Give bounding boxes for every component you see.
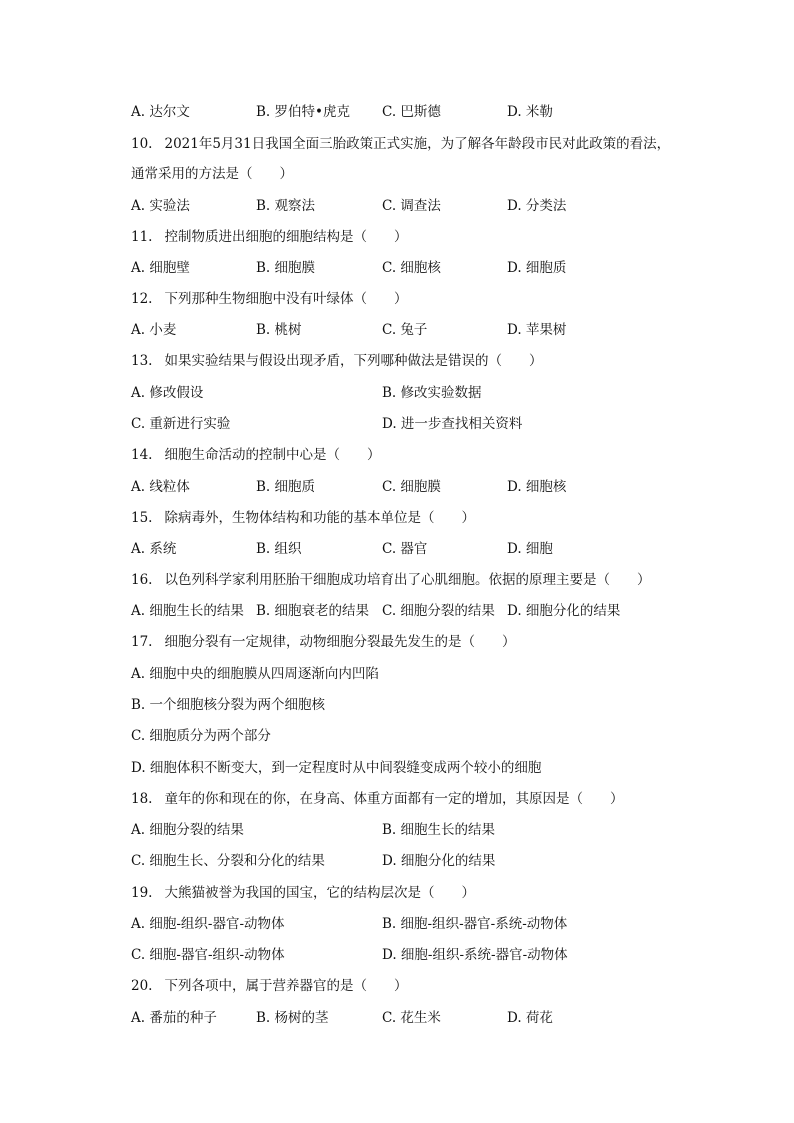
question-12-stem: 12. 下列那种生物细胞中没有叶绿体（ ） [131,291,408,307]
q11-option-c: C. 细胞核 [382,260,441,276]
question-number: 11. [131,229,153,245]
question-14-stem: 14. 细胞生命活动的控制中心是（ ） [131,447,381,463]
question-number: 18. [131,791,153,807]
q9-option-a: A. 达尔文 [131,104,190,120]
q13-option-a: A. 修改假设 [131,385,204,401]
question-number: 19. [131,885,153,901]
question-number: 16. [131,572,153,588]
q10-option-d: D. 分类法 [507,198,567,214]
q16-option-b: B. 细胞衰老的结果 [256,603,370,619]
q19-option-a: A. 细胞-组织-器官-动物体 [131,916,285,932]
q19-option-b: B. 细胞-组织-器官-系统-动物体 [382,916,568,932]
q18-option-a: A. 细胞分裂的结果 [131,822,244,838]
q15-option-b: B. 组织 [256,541,302,557]
q14-option-d: D. 细胞核 [507,479,567,495]
q11-option-a: A. 细胞壁 [131,260,190,276]
q9-option-d: D. 米勒 [507,104,553,120]
q20-option-d: D. 荷花 [507,1010,553,1026]
question-number: 20. [131,978,153,994]
q12-option-d: D. 苹果树 [507,322,567,338]
q20-option-b: B. 杨树的茎 [256,1010,329,1026]
question-number: 10. [131,136,153,152]
question-number: 17. [131,634,153,650]
q20-option-a: A. 番茄的种子 [131,1010,217,1026]
question-18-stem: 18. 童年的你和现在的你，在身高、体重方面都有一定的增加，其原因是（ ） [131,791,624,807]
q13-option-d: D. 进一步查找相关资料 [382,416,523,432]
q17-option-a: A. 细胞中央的细胞膜从四周逐渐向内凹陷 [131,666,379,682]
q12-option-b: B. 桃树 [256,322,302,338]
q12-option-c: C. 兔子 [382,322,428,338]
q13-option-c: C. 重新进行实验 [131,416,231,432]
q17-option-c: C. 细胞质分为两个部分 [131,728,271,744]
q20-option-c: C. 花生米 [382,1010,441,1026]
q16-option-c: C. 细胞分裂的结果 [382,603,495,619]
q14-option-b: B. 细胞质 [256,479,316,495]
question-number: 14. [131,447,153,463]
q17-option-d: D. 细胞体积不断变大，到一定程度时从中间裂缝变成两个较小的细胞 [131,760,542,776]
q11-option-b: B. 细胞膜 [256,260,316,276]
q13-option-b: B. 修改实验数据 [382,385,482,401]
question-20-stem: 20. 下列各项中，属于营养器官的是（ ） [131,978,408,994]
question-13-stem: 13. 如果实验结果与假设出现矛盾，下列哪种做法是错误的（ ） [131,353,543,369]
q16-option-d: D. 细胞分化的结果 [507,603,621,619]
q9-option-c: C. 巴斯德 [382,104,441,120]
q18-option-d: D. 细胞分化的结果 [382,853,496,869]
q15-option-d: D. 细胞 [507,541,553,557]
q19-option-d: D. 细胞-组织-系统-器官-动物体 [382,947,568,963]
q10-option-b: B. 观察法 [256,198,316,214]
question-number: 12. [131,291,153,307]
question-19-stem: 19. 大熊猫被誉为我国的国宝，它的结构层次是（ ） [131,885,475,901]
question-17-stem: 17. 细胞分裂有一定规律，动物细胞分裂最先发生的是（ ） [131,634,516,650]
q9-option-b: B. 罗伯特•虎克 [256,104,350,120]
q10-option-a: A. 实验法 [131,198,190,214]
q12-option-a: A. 小麦 [131,322,177,338]
question-10-stem: 10. 2021年5月31日我国全面三胎政策正式实施，为了解各年龄段市民对此政策的看法， [131,136,671,152]
q18-option-b: B. 细胞生长的结果 [382,822,496,838]
question-15-stem: 15. 除病毒外，生物体结构和功能的基本单位是（ ） [131,510,475,526]
question-11-stem: 11. 控制物质进出细胞的细胞结构是（ ） [131,229,408,245]
q11-option-d: D. 细胞质 [507,260,567,276]
q18-option-c: C. 细胞生长、分裂和分化的结果 [131,853,325,869]
q14-option-a: A. 线粒体 [131,479,190,495]
q14-option-c: C. 细胞膜 [382,479,441,495]
q15-option-a: A. 系统 [131,541,177,557]
q19-option-c: C. 细胞-器官-组织-动物体 [131,947,285,963]
q17-option-b: B. 一个细胞核分裂为两个细胞核 [131,697,326,713]
q15-option-c: C. 器官 [382,541,428,557]
q16-option-a: A. 细胞生长的结果 [131,603,244,619]
question-number: 13. [131,353,153,369]
q10-option-c: C. 调查法 [382,198,441,214]
question-10-stem-continued: 通常采用的方法是（ ） [131,166,293,182]
question-16-stem: 16. 以色列科学家利用胚胎干细胞成功培育出了心肌细胞。依据的原理主要是（ ） [131,572,651,588]
question-number: 15. [131,510,153,526]
